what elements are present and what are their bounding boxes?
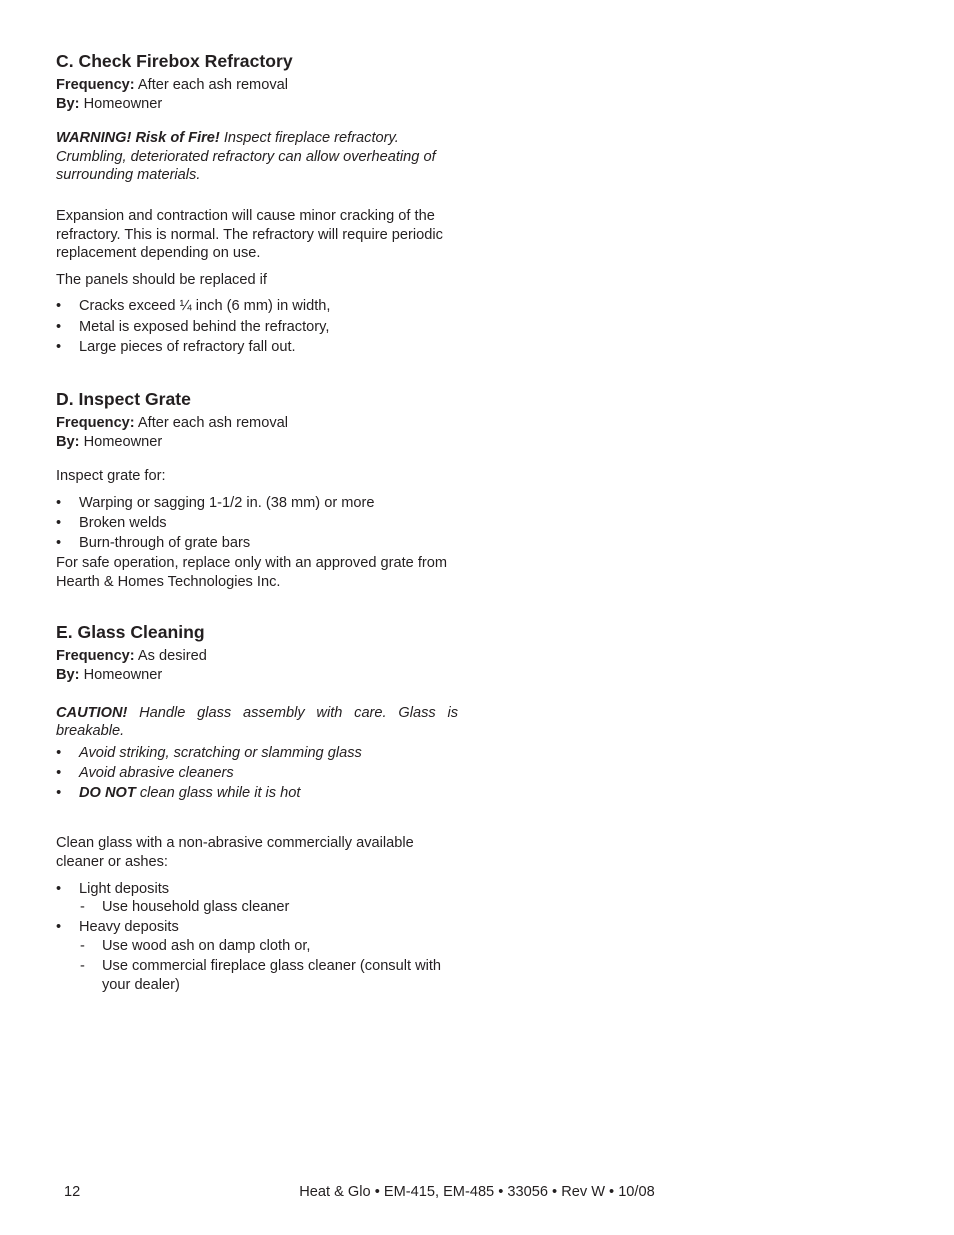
frequency-label: Frequency: xyxy=(56,648,135,665)
list-item: • Metal is exposed behind the refractory, xyxy=(56,318,458,337)
by-value: Homeowner xyxy=(83,433,163,450)
glass-caution xyxy=(56,704,458,741)
heavy-deposits-label: Heavy deposits xyxy=(79,919,179,936)
light-deposits-label: Light deposits xyxy=(79,880,170,897)
list-item xyxy=(56,784,458,803)
section-d-heading: D. Inspect Grate xyxy=(56,388,191,409)
frequency-value: After each ash removal xyxy=(137,77,288,93)
fire-warning xyxy=(56,129,458,185)
frequency-label: Frequency: xyxy=(56,77,135,93)
by-label: By: xyxy=(56,95,80,112)
list-item xyxy=(56,918,458,994)
by-value: Homeowner xyxy=(83,667,163,684)
frequency-label: Frequency: xyxy=(56,414,135,431)
do-not-text: clean glass while it is hot xyxy=(139,785,301,802)
replacement-intro: The panels should be replaced if xyxy=(56,271,267,288)
light-deposits-sublist xyxy=(79,898,458,917)
caution-list xyxy=(56,744,458,803)
section-c-heading: C. Check Firebox Refractory xyxy=(56,51,293,71)
frequency-value: As desired xyxy=(137,648,207,665)
warning-label: WARNING! Risk of Fire! xyxy=(56,130,220,147)
list-item: • Burn-through of grate bars xyxy=(56,534,458,553)
list-item: • Avoid striking, scratching or slamming glass xyxy=(56,744,458,763)
sub-list-item: - Use commercial fireplace glass cleaner (consult with your dealer) xyxy=(79,957,458,994)
grate-inspection-list xyxy=(56,494,458,553)
cleaning-list xyxy=(56,880,458,995)
footer-title: Heat & Glo • EM-415, EM-485 • 33056 • Rev W • 10/08 xyxy=(299,1184,655,1200)
sub-list-item: - Use household glass cleaner xyxy=(79,898,458,917)
section-c-meta xyxy=(56,76,458,113)
content-column xyxy=(56,50,458,996)
list-item: • Broken welds xyxy=(56,514,458,533)
cleaning-intro: Clean glass with a non-abrasive commercially available cleaner or ashes: xyxy=(56,835,414,870)
heavy-deposits-sublist xyxy=(79,937,458,994)
grate-replacement-note: For safe operation, replace only with an approved grate from Hearth & Homes Technologies Inc. xyxy=(56,555,448,590)
by-label: By: xyxy=(56,433,80,450)
grate-intro: Inspect grate for: xyxy=(56,468,166,485)
section-e-heading: E. Glass Cleaning xyxy=(56,622,205,643)
warning-text: Inspect fireplace refractory. Crumbling, deteriorated refractory can allow overheating of surrounding materials. xyxy=(56,130,436,184)
page-number: 12 xyxy=(64,1184,81,1200)
replacement-criteria-list xyxy=(56,297,458,356)
caution-label: CAUTION! xyxy=(56,704,128,721)
list-item: • Large pieces of refractory fall out. xyxy=(56,338,458,357)
list-item: • Cracks exceed ¼ inch (6 mm) in width, xyxy=(56,297,458,316)
frequency-value: After each ash removal xyxy=(137,414,288,431)
sub-list-item: - Use wood ash on damp cloth or, xyxy=(79,937,458,956)
by-value: Homeowner xyxy=(83,95,163,112)
section-d-meta xyxy=(56,414,458,451)
refractory-paragraph: Expansion and contraction will cause minor cracking of the refractory. This is normal. The refractory will require periodic replacement depending on use. xyxy=(56,207,443,262)
by-label: By: xyxy=(56,667,80,684)
list-item xyxy=(56,880,458,917)
list-item: • Warping or sagging 1-1/2 in. (38 mm) or more xyxy=(56,494,458,513)
caution-text: Handle glass assembly with care. Glass is breakable. xyxy=(56,704,458,740)
section-e-meta xyxy=(56,647,458,684)
do-not-label: DO NOT xyxy=(79,785,136,802)
list-item: • Avoid abrasive cleaners xyxy=(56,764,458,783)
